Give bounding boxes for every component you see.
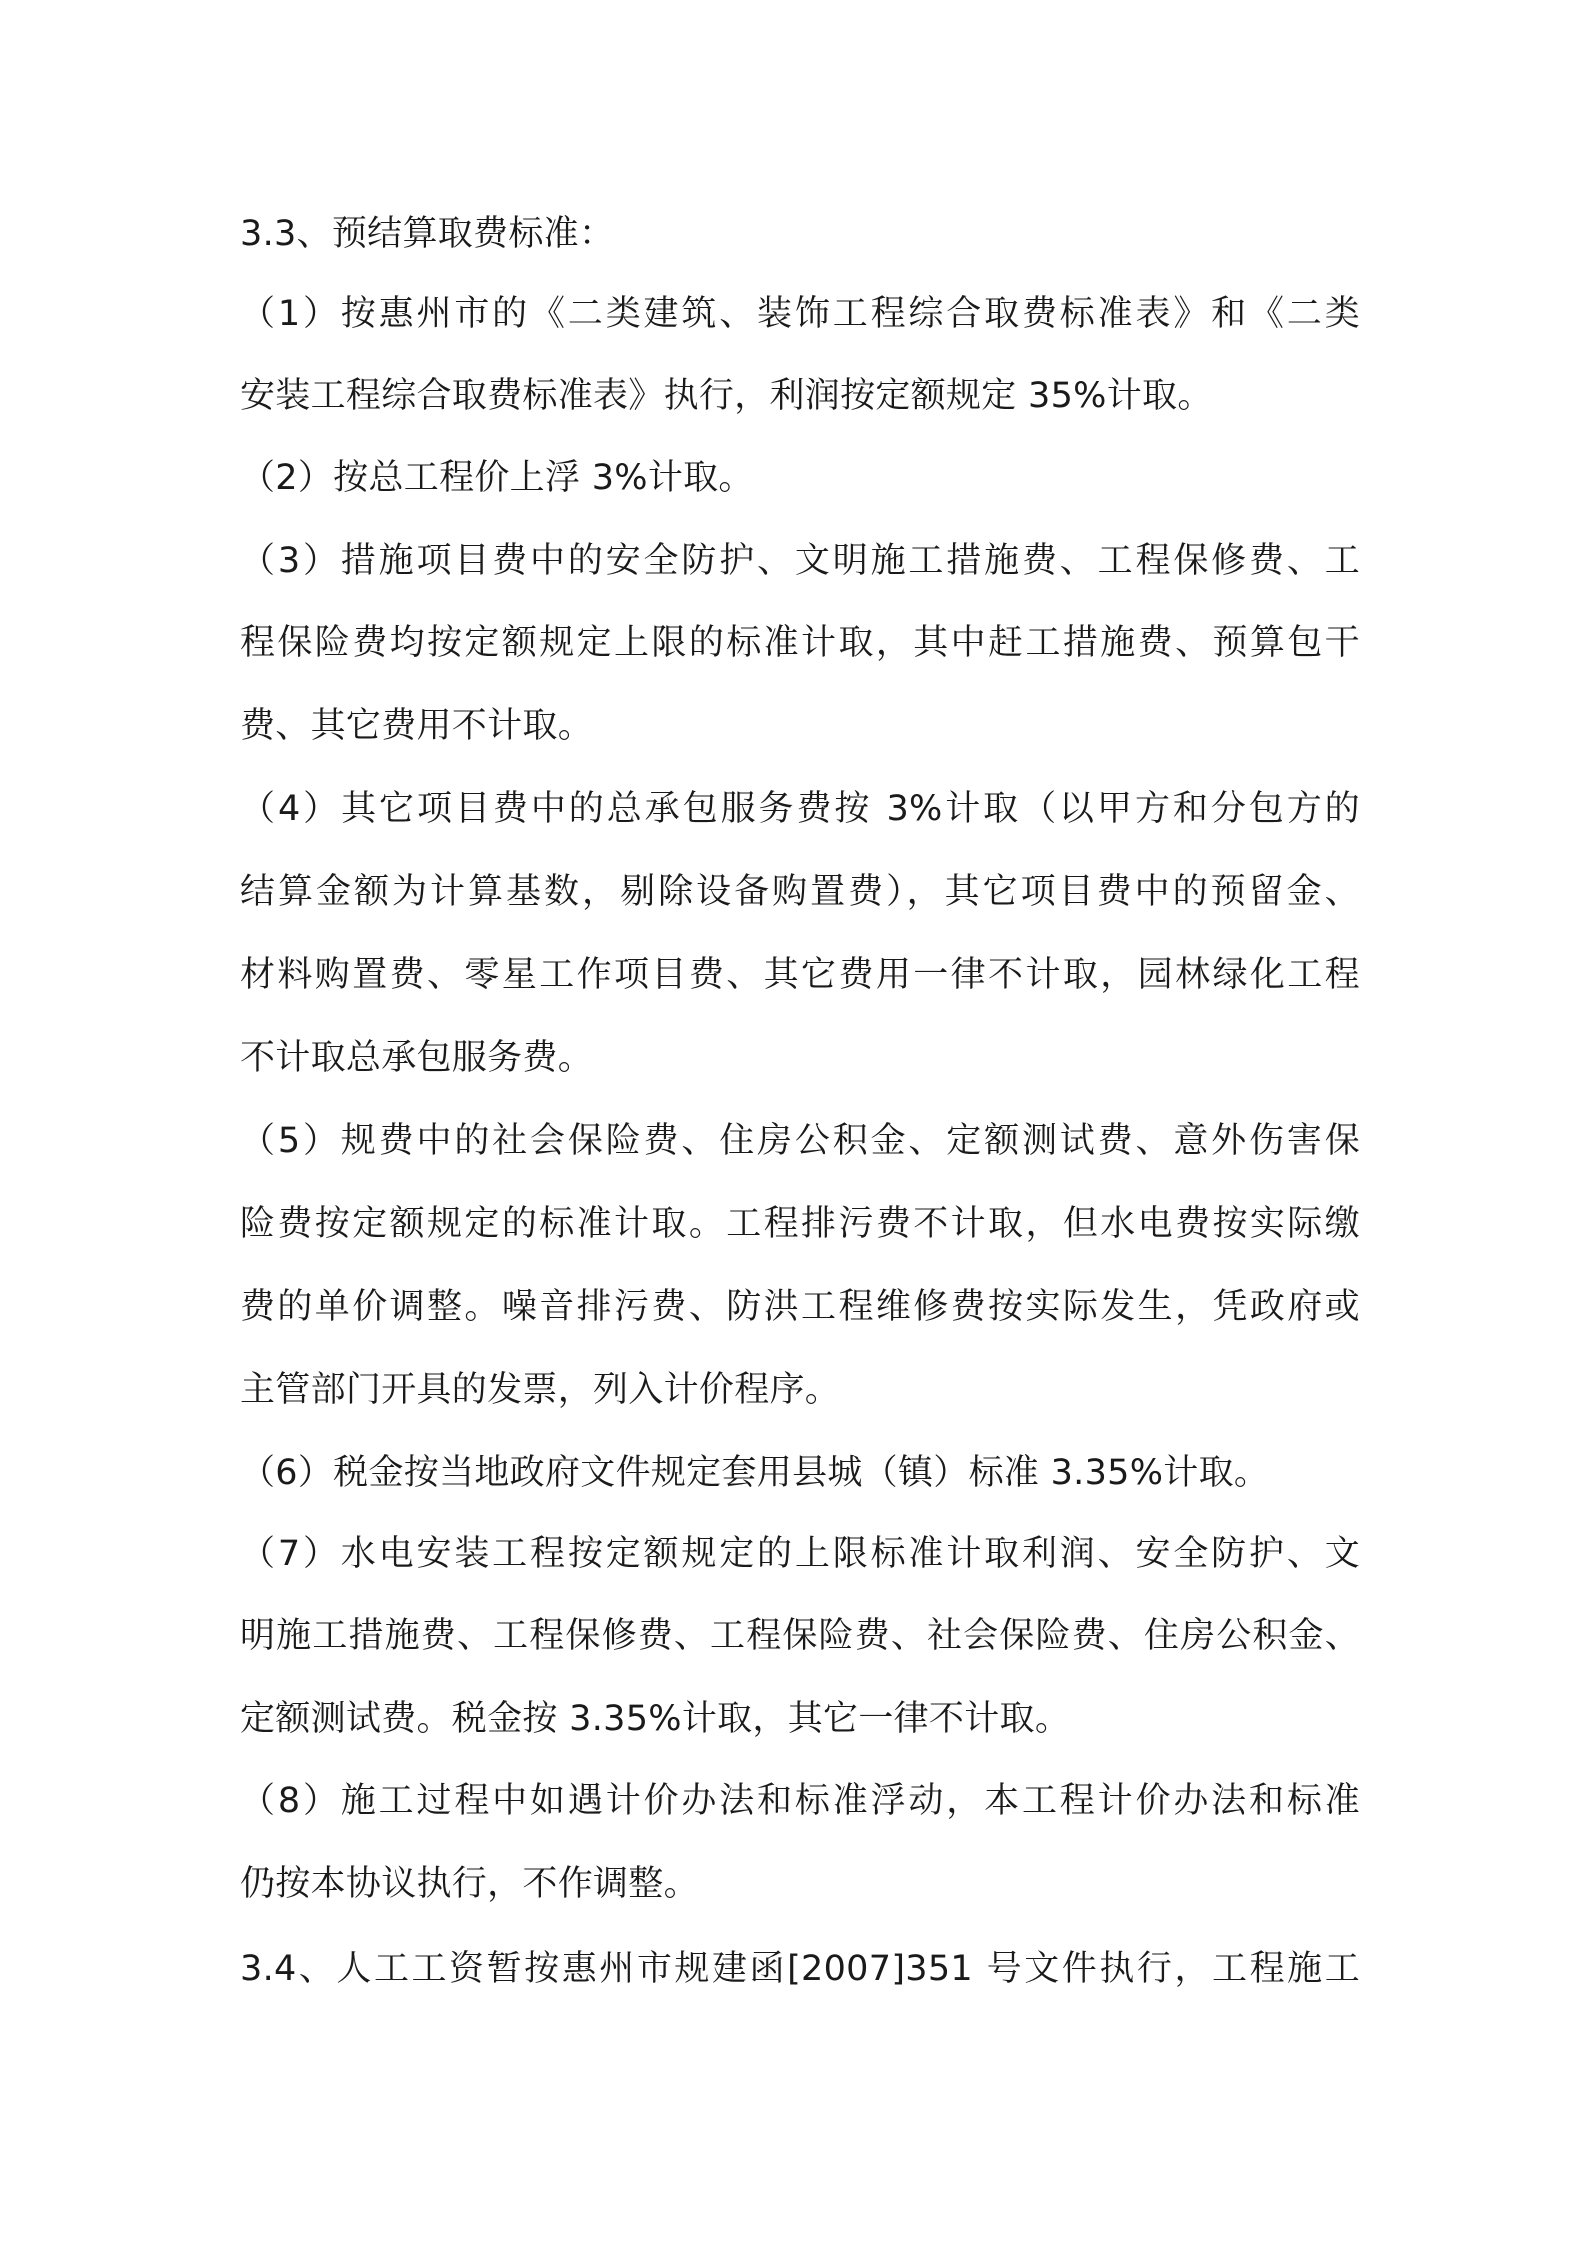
paragraph-4-line-2: 结算金额为计算基数，剔除设备购置费），其它项目费中的预留金、	[240, 872, 1360, 912]
paragraph-3-line-1: （3）措施项目费中的安全防护、文明施工措施费、工程保修费、工	[240, 541, 1360, 581]
paragraph-4-line-1: （4）其它项目费中的总承包服务费按 3%计取（以甲方和分包方的	[240, 789, 1360, 829]
section-3-4-line-1: 3.4、人工工资暂按惠州市规建函[2007]351 号文件执行，工程施工	[240, 1949, 1360, 1989]
paragraph-1-line-2: 安装工程综合取费标准表》执行，利润按定额规定 35%计取。	[240, 376, 1213, 416]
paragraph-7-line-2: 明施工措施费、工程保修费、工程保险费、社会保险费、住房公积金、	[240, 1616, 1360, 1656]
paragraph-8-line-2: 仍按本协议执行，不作调整。	[240, 1864, 699, 1904]
paragraph-3-line-3: 费、其它费用不计取。	[240, 706, 594, 746]
paragraph-8-line-1: （8）施工过程中如遇计价办法和标准浮动，本工程计价办法和标准	[240, 1781, 1360, 1821]
paragraph-5-line-2: 险费按定额规定的标准计取。工程排污费不计取，但水电费按实际缴	[240, 1204, 1360, 1244]
paragraph-4-line-3: 材料购置费、零星工作项目费、其它费用一律不计取，园林绿化工程	[240, 955, 1360, 995]
paragraph-4-line-4: 不计取总承包服务费。	[240, 1038, 594, 1078]
paragraph-1-line-1: （1）按惠州市的《二类建筑、装饰工程综合取费标准表》和《二类	[240, 294, 1360, 334]
paragraph-5-line-4: 主管部门开具的发票，列入计价程序。	[240, 1370, 841, 1410]
paragraph-7-line-3: 定额测试费。税金按 3.35%计取，其它一律不计取。	[240, 1699, 1071, 1739]
paragraph-7-line-1: （7）水电安装工程按定额规定的上限标准计取利润、安全防护、文	[240, 1534, 1360, 1574]
paragraph-6-line-1: （6）税金按当地政府文件规定套用县城（镇）标准 3.35%计取。	[240, 1453, 1270, 1493]
paragraph-5-line-1: （5）规费中的社会保险费、住房公积金、定额测试费、意外伤害保	[240, 1121, 1360, 1161]
paragraph-2-line-1: （2）按总工程价上浮 3%计取。	[240, 458, 754, 498]
paragraph-3-line-2: 程保险费均按定额规定上限的标准计取，其中赶工措施费、预算包干	[240, 623, 1360, 663]
section-heading-3-3: 3.3、预结算取费标准：	[240, 214, 615, 254]
paragraph-5-line-3: 费的单价调整。噪音排污费、防洪工程维修费按实际发生，凭政府或	[240, 1287, 1360, 1327]
